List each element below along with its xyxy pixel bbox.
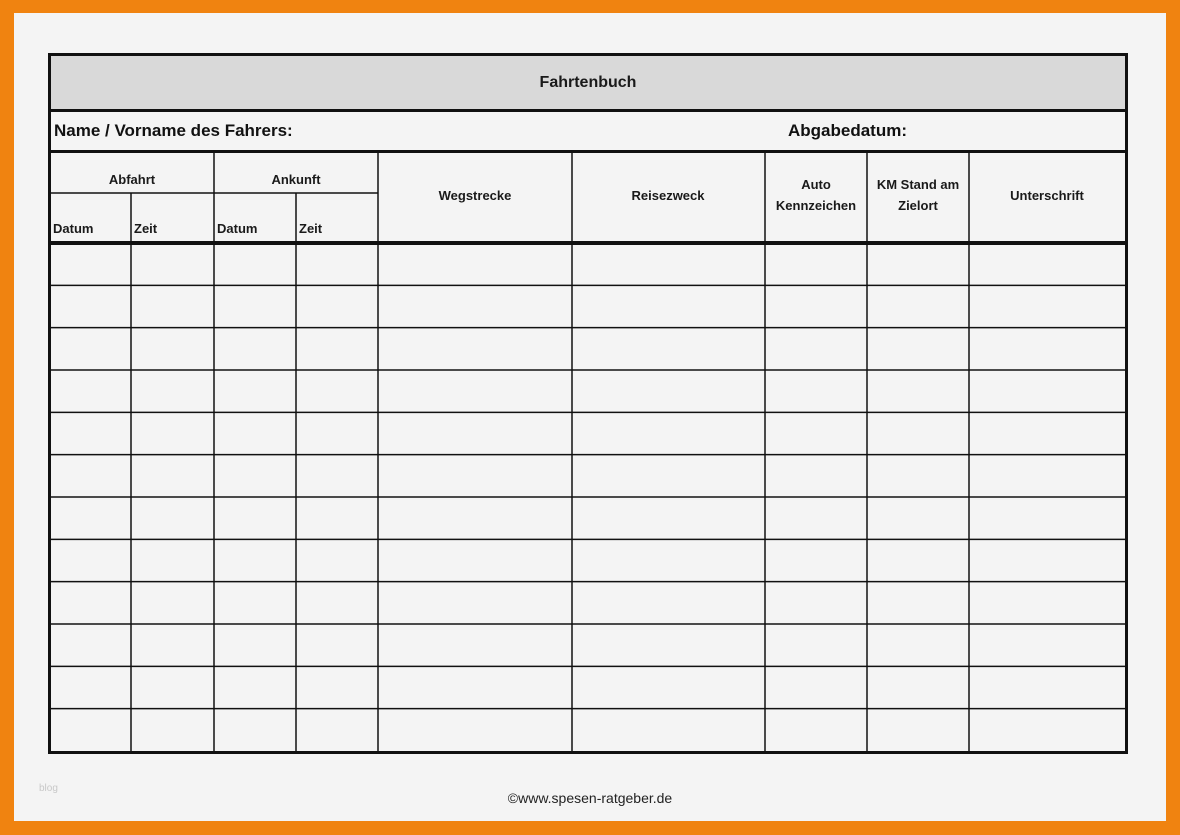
header-ankunft: Ankunft [271,172,321,187]
submission-date-label: Abgabedatum: [788,121,907,140]
header-ankunft-datum: Datum [217,221,258,236]
driver-name-label: Name / Vorname des Fahrers: [54,121,293,140]
logbook-table [51,56,1125,751]
footer-copyright: ©www.spesen-ratgeber.de [507,790,673,806]
header-zielort: Zielort [898,198,938,213]
header-abfahrt-datum: Datum [53,221,94,236]
header-km-stand: KM Stand am [876,177,960,192]
header-ankunft-zeit: Zeit [299,221,323,236]
watermark-text: blog [39,783,58,794]
header-unterschrift: Unterschrift [1010,188,1084,203]
header-wegstrecke: Wegstrecke [438,188,512,203]
header-auto: Auto [801,177,831,192]
logbook-sheet [48,53,1128,754]
document-page [14,13,1166,821]
header-reisezweck: Reisezweck [631,188,705,203]
header-kennzeichen: Kennzeichen [775,198,857,213]
header-abfahrt-zeit: Zeit [134,221,158,236]
form-title: Fahrtenbuch [51,56,1125,112]
header-abfahrt: Abfahrt [108,172,156,187]
